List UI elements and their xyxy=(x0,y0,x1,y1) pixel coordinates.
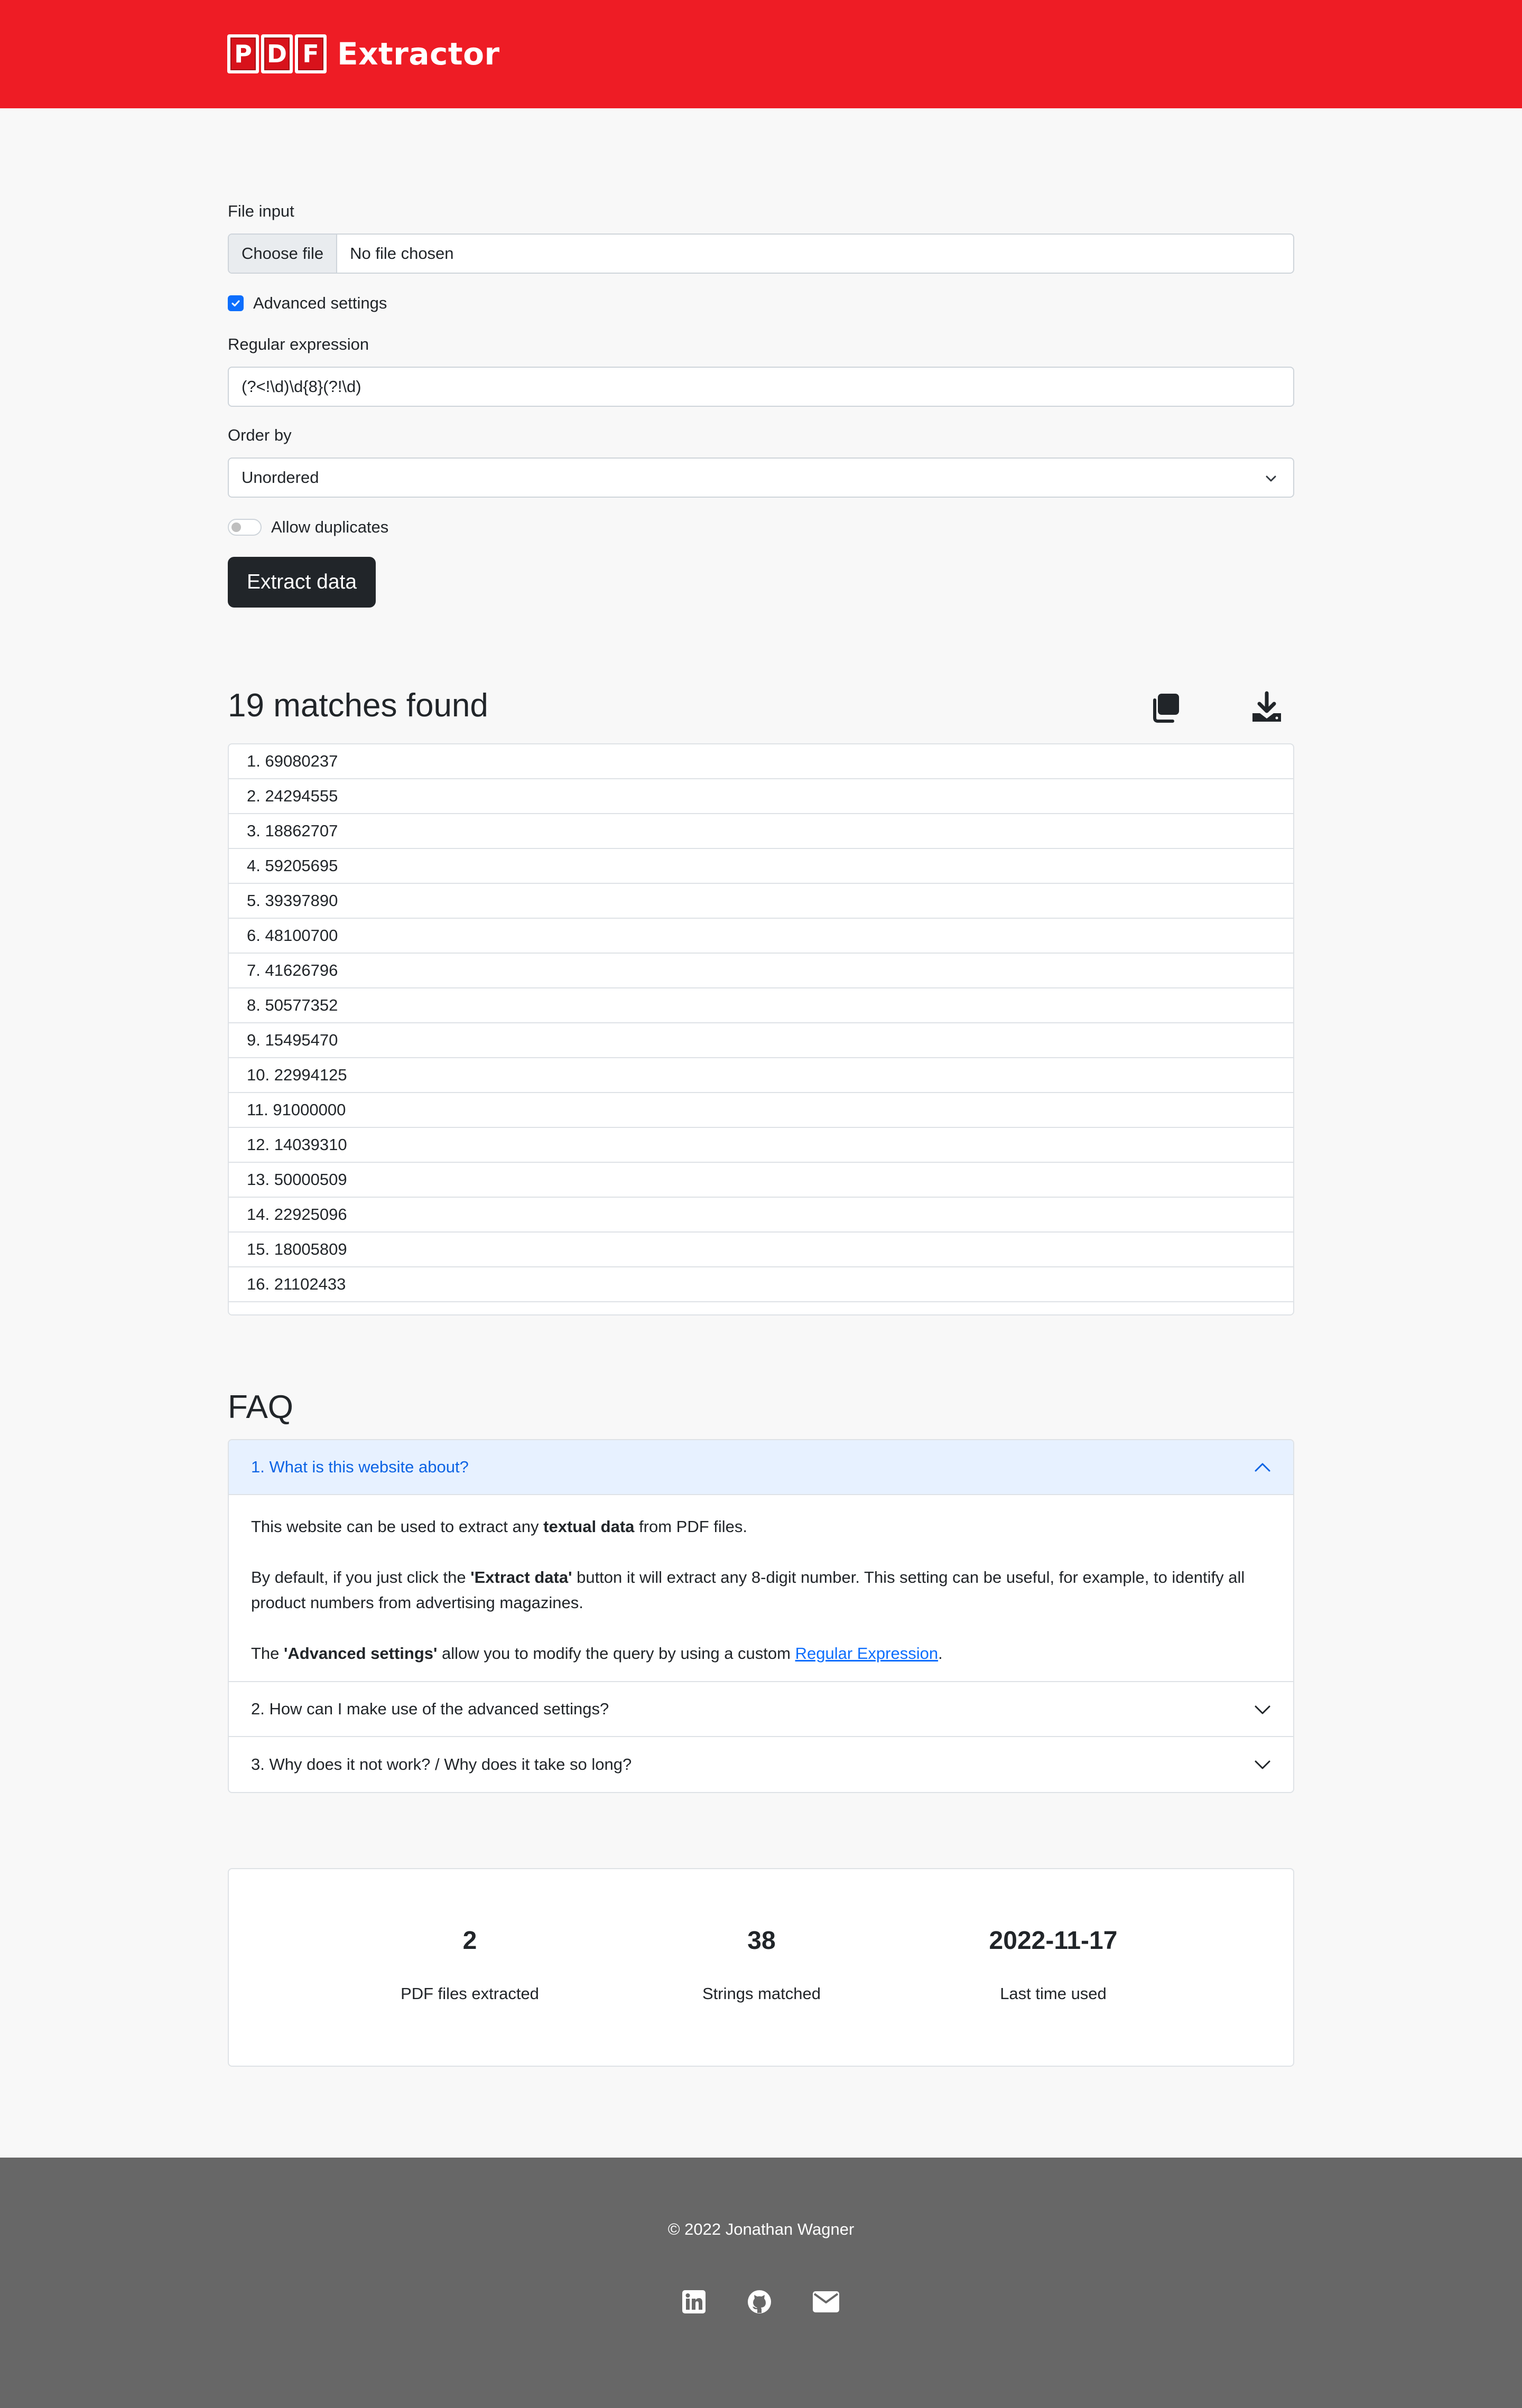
list-item: 9. 15495470 xyxy=(229,1023,1293,1058)
faq-answer-1 xyxy=(229,1495,1293,1682)
logo[interactable] xyxy=(227,34,500,73)
download-icon xyxy=(1250,691,1283,724)
text: allow you to modify the query by using a custom xyxy=(437,1644,795,1663)
copy-icon xyxy=(1149,692,1181,723)
allow-duplicates-toggle[interactable] xyxy=(228,519,262,536)
copyright: © 2022 Jonathan Wagner xyxy=(667,2220,855,2238)
faq-answer-paragraph xyxy=(251,1565,1271,1616)
text: button it will extract any 8-digit number. This setting can be useful, for example, to identify all product numbers from advertising magazines. xyxy=(251,1568,1245,1612)
linkedin-link[interactable] xyxy=(680,2288,708,2316)
list-item: 6. 48100700 xyxy=(229,919,1293,954)
regular-expression-link[interactable]: Regular Expression xyxy=(795,1644,939,1663)
text: This website can be used to extract any xyxy=(251,1517,544,1536)
list-item: 7. 41626796 xyxy=(229,954,1293,988)
chevron-up-icon xyxy=(1253,1459,1272,1476)
list-item: 8. 50577352 xyxy=(229,988,1293,1023)
matches-list[interactable] xyxy=(228,743,1294,1315)
allow-duplicates-row xyxy=(228,518,388,537)
stat-value: 2 xyxy=(462,1927,477,1955)
site-footer xyxy=(0,2158,1522,2408)
faq-answer-paragraph xyxy=(251,1641,1271,1666)
stat-strings-matched xyxy=(616,1926,907,2003)
faq-question-3[interactable] xyxy=(229,1737,1293,1792)
bold-text: 'Extract data' xyxy=(470,1568,572,1586)
list-item: 16. 21102433 xyxy=(229,1267,1293,1302)
list-item: 12. 14039310 xyxy=(229,1128,1293,1163)
github-icon xyxy=(747,2290,772,2314)
regex-label: Regular expression xyxy=(228,335,369,353)
file-input-label: File input xyxy=(228,202,294,220)
email-link[interactable] xyxy=(812,2288,840,2316)
list-item: 1. 69080237 xyxy=(229,744,1293,779)
order-by-value: Unordered xyxy=(242,468,319,487)
stat-label: PDF files extracted xyxy=(401,1984,539,2003)
list-item: 11. 91000000 xyxy=(229,1093,1293,1128)
site-header xyxy=(0,0,1522,108)
usage-stats-card xyxy=(228,1868,1294,2067)
github-link[interactable] xyxy=(745,2288,774,2316)
list-item: 14. 22925096 xyxy=(229,1198,1293,1233)
file-status: No file chosen xyxy=(350,244,454,263)
copy-button[interactable] xyxy=(1147,689,1184,726)
stat-label: Last time used xyxy=(1000,1984,1107,2003)
faq-answer-paragraph xyxy=(251,1514,1271,1539)
list-item: 4. 59205695 xyxy=(229,849,1293,884)
logo-letter: F xyxy=(298,38,323,70)
chevron-down-icon xyxy=(1253,1756,1272,1773)
stat-value: 38 xyxy=(747,1927,776,1955)
allow-duplicates-label[interactable]: Allow duplicates xyxy=(271,518,389,536)
stat-last-used xyxy=(907,1926,1199,2003)
list-item: 3. 18862707 xyxy=(229,814,1293,849)
list-item: 2. 24294555 xyxy=(229,779,1293,814)
faq-title: FAQ xyxy=(228,1389,294,1425)
chevron-down-icon xyxy=(1253,1701,1272,1718)
extract-data-button[interactable]: Extract data xyxy=(228,557,376,608)
list-item-partial xyxy=(229,1302,1293,1315)
list-item: 13. 50000509 xyxy=(229,1163,1293,1198)
file-input[interactable] xyxy=(228,234,1294,274)
logo-letter-box xyxy=(227,34,259,73)
advanced-settings-checkbox[interactable] xyxy=(228,295,244,311)
advanced-settings-label[interactable]: Advanced settings xyxy=(253,294,387,312)
faq-question-1[interactable] xyxy=(229,1440,1293,1495)
linkedin-icon xyxy=(682,2290,706,2313)
text: The xyxy=(251,1644,284,1663)
stat-pdf-files xyxy=(324,1926,616,2003)
faq-question-text: 1. What is this website about? xyxy=(251,1458,469,1476)
email-icon xyxy=(813,2291,839,2312)
faq-question-text: 3. Why does it not work? / Why does it take so long? xyxy=(251,1755,632,1774)
checkmark-icon xyxy=(230,298,241,309)
text: By default, if you just click the xyxy=(251,1568,471,1586)
choose-file-button[interactable]: Choose file xyxy=(229,235,337,273)
download-button[interactable] xyxy=(1248,689,1285,726)
list-item: 5. 39397890 xyxy=(229,884,1293,919)
bold-text: textual data xyxy=(543,1517,635,1536)
order-by-select[interactable] xyxy=(228,458,1294,498)
logo-letter-box xyxy=(261,34,293,73)
faq-accordion xyxy=(228,1439,1294,1793)
chevron-down-icon xyxy=(1264,471,1278,486)
text: . xyxy=(938,1644,943,1663)
advanced-settings-row xyxy=(228,294,387,313)
logo-wordmark: Extractor xyxy=(337,36,500,72)
logo-letter-box xyxy=(295,34,327,73)
order-by-label: Order by xyxy=(228,426,292,444)
bold-text: 'Advanced settings' xyxy=(284,1644,438,1663)
faq-question-2[interactable] xyxy=(229,1682,1293,1737)
faq-question-text: 2. How can I make use of the advanced settings? xyxy=(251,1700,609,1718)
stat-value: 2022-11-17 xyxy=(989,1927,1118,1955)
list-item: 10. 22994125 xyxy=(229,1058,1293,1093)
stat-label: Strings matched xyxy=(702,1984,821,2003)
text: from PDF files. xyxy=(634,1517,748,1536)
results-title: 19 matches found xyxy=(228,687,488,724)
list-item: 15. 18005809 xyxy=(229,1233,1293,1267)
logo-letter: D xyxy=(264,38,290,70)
logo-letter: P xyxy=(230,38,256,70)
regex-input[interactable]: (?<!\d)\d{8}(?!\d) xyxy=(228,367,1294,407)
